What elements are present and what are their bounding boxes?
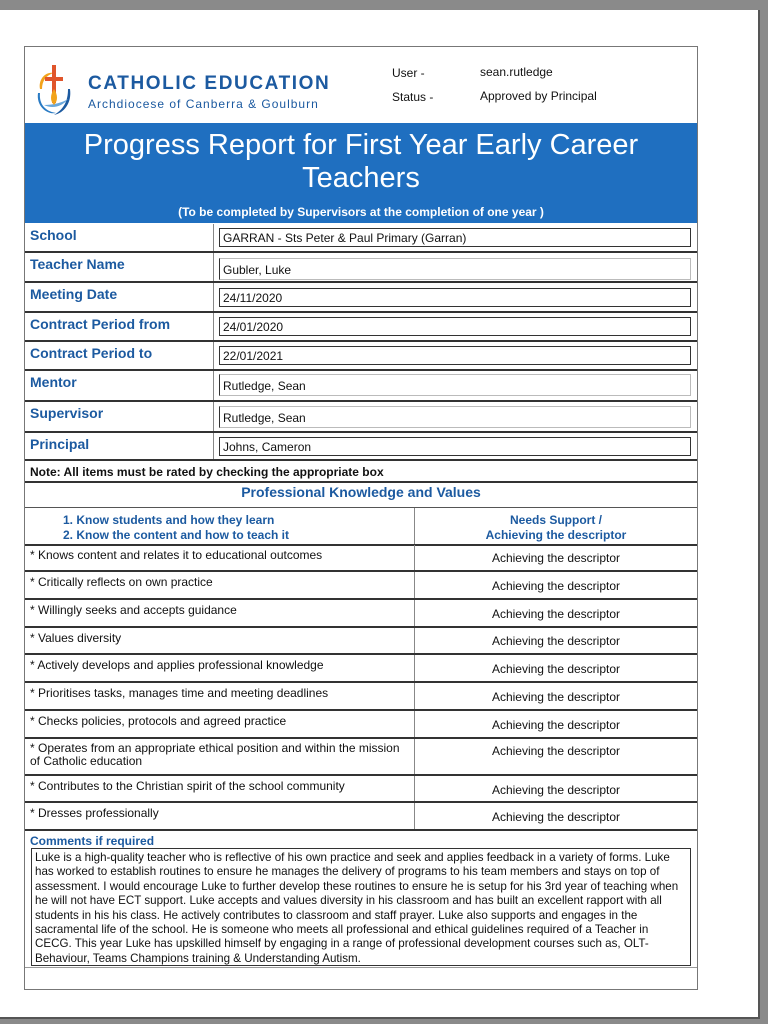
contract-to-field[interactable]: 22/01/2021 bbox=[219, 346, 691, 365]
criterion-text: * Contributes to the Christian spirit of the school community bbox=[30, 779, 345, 793]
criterion-text: * Values diversity bbox=[30, 631, 122, 645]
info-row-meeting-date bbox=[25, 283, 697, 313]
rating-header-line2: Achieving the descriptor bbox=[485, 528, 627, 542]
row-divider bbox=[213, 433, 214, 459]
form-header bbox=[25, 47, 697, 123]
criterion-text: * Actively develops and applies professional knowledge bbox=[30, 658, 324, 672]
user-label: User - bbox=[392, 66, 425, 80]
criterion-rating[interactable]: Achieving the descriptor bbox=[491, 783, 621, 797]
criterion-text: * Critically reflects on own practice bbox=[30, 575, 213, 589]
row-divider bbox=[213, 342, 214, 369]
meeting-date-field[interactable]: 24/11/2020 bbox=[219, 288, 691, 307]
table-row bbox=[25, 600, 697, 628]
criterion-text: * Prioritises tasks, manages time and meeting deadlines bbox=[30, 686, 329, 700]
criterion-rating[interactable]: Achieving the descriptor bbox=[491, 662, 621, 676]
criteria-header-left bbox=[63, 513, 289, 543]
divider-line bbox=[25, 481, 697, 483]
table-row bbox=[25, 572, 697, 600]
bottom-divider bbox=[25, 967, 697, 968]
criterion-text: * Knows content and relates it to educational outcomes bbox=[30, 548, 323, 562]
info-row-supervisor bbox=[25, 402, 697, 433]
title-band bbox=[25, 123, 697, 223]
info-row-contract-to bbox=[25, 342, 697, 371]
table-row bbox=[25, 683, 697, 711]
criterion-rating[interactable]: Achieving the descriptor bbox=[491, 810, 621, 824]
comments-label: Comments if required bbox=[30, 834, 155, 848]
principal-label: Principal bbox=[30, 436, 90, 452]
criterion-text: * Dresses professionally bbox=[30, 806, 159, 820]
table-row bbox=[25, 776, 697, 803]
supervisor-field[interactable]: Rutledge, Sean bbox=[219, 406, 691, 428]
table-row bbox=[25, 739, 697, 776]
document-page bbox=[0, 10, 760, 1019]
contract-to-label: Contract Period to bbox=[30, 345, 153, 361]
section-title: Professional Knowledge and Values bbox=[241, 484, 481, 500]
criteria-header-right bbox=[415, 513, 697, 543]
report-title: Progress Report for First Year Early Career Teachers bbox=[83, 129, 639, 194]
criteria-header bbox=[25, 507, 697, 546]
row-divider bbox=[213, 283, 214, 311]
rating-note: Note: All items must be rated by checking the appropriate box bbox=[30, 465, 384, 479]
school-field[interactable]: GARRAN - Sts Peter & Paul Primary (Garran) bbox=[219, 228, 691, 247]
header-item-1: 1. Know students and how they learn bbox=[63, 513, 275, 527]
report-subtitle: (To be completed by Supervisors at the completion of one year ) bbox=[178, 205, 544, 219]
criterion-rating[interactable]: Achieving the descriptor bbox=[491, 551, 621, 565]
info-row-contract-from bbox=[25, 313, 697, 342]
report-form bbox=[24, 46, 698, 990]
row-divider bbox=[213, 224, 214, 251]
criterion-rating[interactable]: Achieving the descriptor bbox=[491, 690, 621, 704]
table-row bbox=[25, 628, 697, 655]
criterion-rating[interactable]: Achieving the descriptor bbox=[491, 579, 621, 593]
org-name: CATHOLIC EDUCATION bbox=[88, 73, 331, 94]
org-subtitle: Archdiocese of Canberra & Goulburn bbox=[88, 97, 319, 111]
mentor-label: Mentor bbox=[30, 374, 77, 390]
row-divider bbox=[213, 313, 214, 340]
contract-from-field[interactable]: 24/01/2020 bbox=[219, 317, 691, 336]
header-item-2: 2. Know the content and how to teach it bbox=[63, 528, 290, 542]
info-row-school bbox=[25, 224, 697, 253]
principal-field[interactable]: Johns, Cameron bbox=[219, 437, 691, 456]
school-label: School bbox=[30, 227, 77, 243]
criterion-text: * Checks policies, protocols and agreed practice bbox=[30, 714, 287, 728]
info-row-teacher-name bbox=[25, 253, 697, 283]
catholic-education-logo-icon bbox=[30, 59, 78, 119]
criterion-rating[interactable]: Achieving the descriptor bbox=[491, 718, 621, 732]
row-divider bbox=[213, 371, 214, 400]
row-divider bbox=[213, 402, 214, 431]
status-label: Status - bbox=[392, 90, 434, 104]
table-row bbox=[25, 655, 697, 683]
info-row-mentor bbox=[25, 371, 697, 402]
contract-from-label: Contract Period from bbox=[30, 316, 171, 332]
criterion-rating[interactable]: Achieving the descriptor bbox=[491, 634, 621, 648]
mentor-field[interactable]: Rutledge, Sean bbox=[219, 374, 691, 396]
user-value: sean.rutledge bbox=[480, 65, 553, 79]
table-row bbox=[25, 711, 697, 739]
supervisor-label: Supervisor bbox=[30, 405, 104, 421]
criterion-rating[interactable]: Achieving the descriptor bbox=[491, 744, 621, 758]
status-value: Approved by Principal bbox=[480, 89, 597, 103]
teacher-name-field[interactable]: Gubler, Luke bbox=[219, 258, 691, 280]
table-row bbox=[25, 803, 697, 831]
criterion-text: * Willingly seeks and accepts guidance bbox=[30, 603, 237, 617]
comments-field[interactable]: Luke is a high-quality teacher who is reflective of his own practice and seek and applies feedback in a variety of forms. Luke has worked to establish routines to ensure he manages the delivery of programs to his team members and stays on top of assessment. I would encourage Luke to further develop these routines to ensure he is setup for his 3rd year of teaching when he will not have ECT support. Luke accepts and values diversity in his classroom and has built an excellent rapport with all students in his his class. He actively contributes to classroom and staff prayer. Luke also supports and engages in the sacramental life of the school. He is someone who meets all professional and ethical guidelines required of a Teacher in CECG. This year Luke has upskilled himself by engaging in a range of professional development courses such as, OLT- Behaviour, Teams Champions training & Understanding Autism. bbox=[31, 848, 691, 966]
rating-header-line1: Needs Support / bbox=[509, 513, 602, 527]
row-divider bbox=[213, 253, 214, 281]
info-row-principal bbox=[25, 433, 697, 461]
table-row bbox=[25, 545, 697, 572]
criterion-rating[interactable]: Achieving the descriptor bbox=[491, 607, 621, 621]
criterion-text: * Operates from an appropriate ethical position and within the mission of Catholic education bbox=[30, 741, 400, 768]
meeting-date-label: Meeting Date bbox=[30, 286, 118, 302]
teacher-name-label: Teacher Name bbox=[30, 256, 125, 272]
